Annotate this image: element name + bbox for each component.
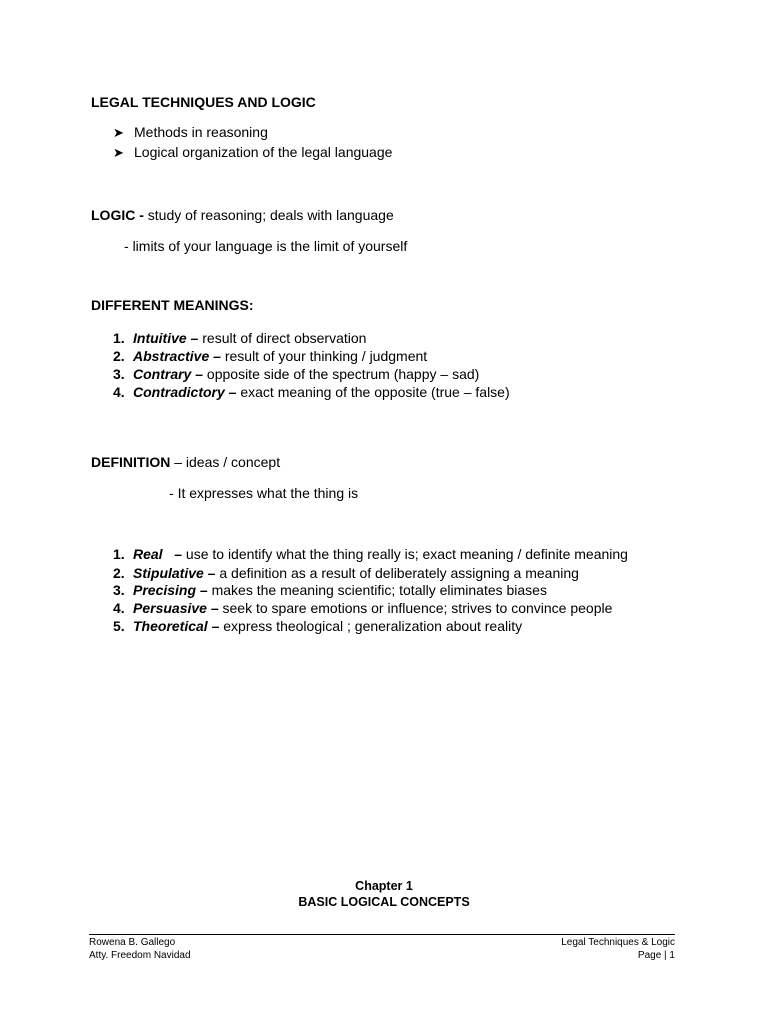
footer-divider [89, 934, 675, 935]
list-term: Persuasive – [133, 600, 219, 616]
list-number: 3. [113, 366, 125, 382]
bullet-text: Methods in reasoning [134, 124, 268, 140]
list-text: opposite side of the spectrum (happy – sad) [206, 366, 480, 382]
list-text: makes the meaning scientific; totally eliminates biases [211, 582, 547, 598]
list-item [113, 384, 510, 400]
definition-note-text: It expresses what the thing is [177, 485, 359, 501]
list-term: Theoretical – [133, 618, 220, 634]
list-text: result of direct observation [202, 330, 367, 346]
chapter-title: BASIC LOGICAL CONCEPTS [298, 895, 470, 909]
list-number: 5. [113, 618, 125, 634]
list-number: 2. [113, 348, 125, 364]
list-text: express theological ; generalization about reality [223, 618, 523, 634]
list-term: Stipulative – [133, 565, 216, 581]
list-term: Contrary – [133, 366, 204, 382]
definition-text: – ideas / concept [174, 454, 281, 470]
list-number: 4. [113, 600, 125, 616]
list-text: result of your thinking / judgment [224, 348, 428, 364]
chapter-label: Chapter 1 [355, 879, 413, 893]
definition-note [169, 485, 358, 501]
list-term: Intuitive – [133, 330, 199, 346]
list-item [113, 600, 612, 616]
list-item [113, 582, 547, 598]
list-number: 3. [113, 582, 125, 598]
list-number: 4. [113, 384, 125, 400]
dash: - [169, 485, 174, 501]
bullet-item [113, 144, 392, 161]
list-text: exact meaning of the opposite (true – false) [240, 384, 510, 400]
footer-course: Legal Techniques & Logic [561, 937, 675, 948]
logic-definition-text: study of reasoning; deals with language [147, 207, 394, 223]
logic-note [124, 238, 407, 254]
list-text: a definition as a result of deliberately assigning a meaning [219, 565, 579, 581]
dash: - [124, 238, 129, 254]
footer-author: Rowena B. Gallego [89, 937, 176, 948]
arrowhead-bullet-icon: ➤ [113, 145, 124, 160]
list-term: Precising – [133, 582, 208, 598]
footer-page-number: Page | 1 [637, 950, 675, 961]
list-term: Contradictory – [133, 384, 237, 400]
meanings-heading: DIFFERENT MEANINGS: [91, 297, 254, 313]
definition-heading [91, 454, 280, 470]
logic-note-text: limits of your language is the limit of yourself [132, 238, 408, 254]
list-text: seek to spare emotions or influence; strives to convince people [222, 600, 613, 616]
list-item [113, 348, 427, 364]
logic-term: LOGIC - [91, 207, 144, 223]
list-item [113, 546, 628, 562]
list-item [113, 366, 479, 382]
list-text: use to identify what the thing really is; exact meaning / definite meaning [185, 546, 628, 562]
list-term: Real – [133, 546, 183, 562]
definition-term: DEFINITION [91, 454, 171, 470]
bullet-text: Logical organization of the legal language [134, 144, 393, 160]
list-number: 2. [113, 565, 125, 581]
footer-instructor: Atty. Freedom Navidad [89, 950, 191, 961]
page-title: LEGAL TECHNIQUES AND LOGIC [91, 94, 316, 110]
list-item [113, 330, 366, 346]
list-number: 1. [113, 330, 125, 346]
bullet-item [113, 124, 268, 141]
arrowhead-bullet-icon: ➤ [113, 125, 124, 140]
list-item [113, 618, 522, 634]
list-term: Abstractive – [133, 348, 221, 364]
list-item [113, 565, 579, 581]
logic-definition [91, 207, 394, 223]
list-number: 1. [113, 546, 125, 562]
